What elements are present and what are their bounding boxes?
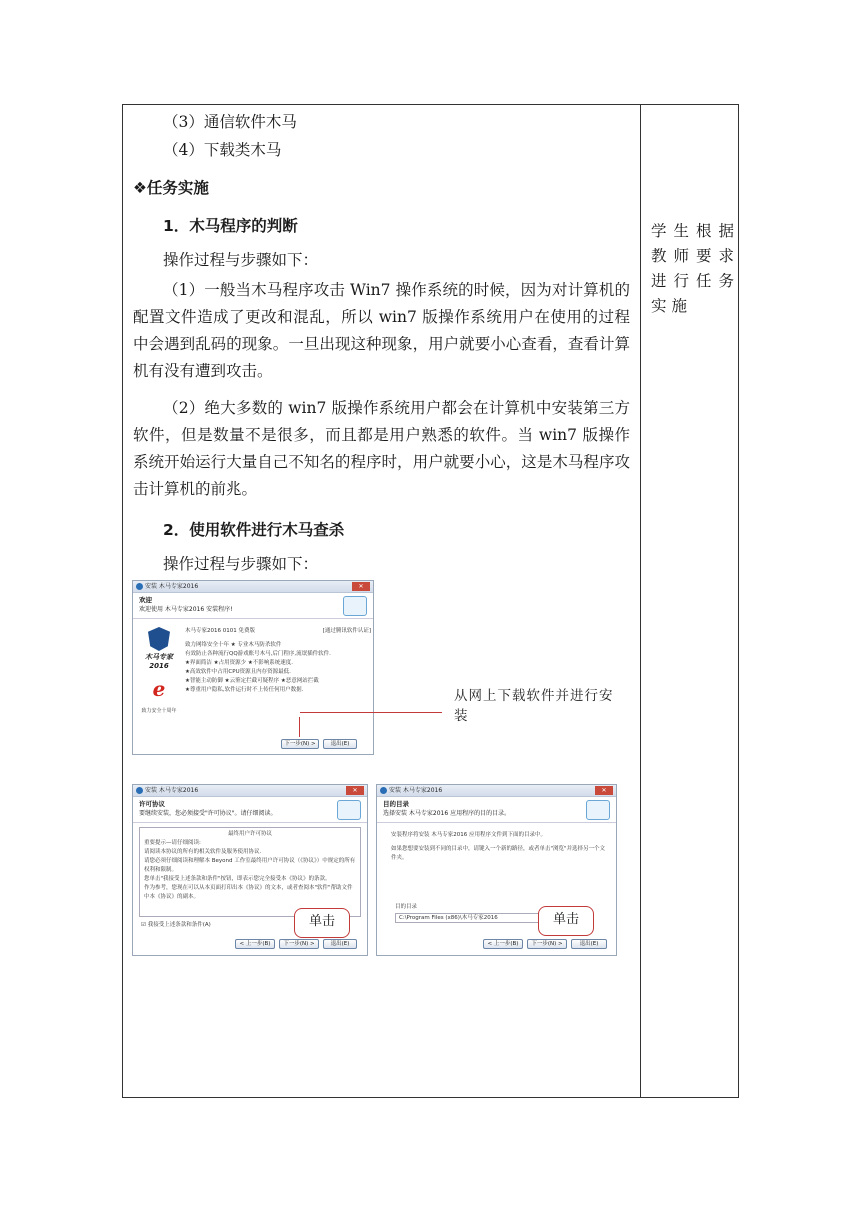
- step1-intro: 操作过程与步骤如下：: [163, 251, 319, 269]
- window-titlebar: [133, 785, 367, 797]
- accept-checkbox-label: 我接受上述条款和条件(A): [147, 922, 211, 928]
- dest-dir-label: 目的目录: [395, 904, 418, 910]
- version-line: 木马专家2016 0101 免费版: [185, 628, 255, 634]
- dest-info-line: 如果您想要安装到不同的目录中，请键入一个新的路径，或者单击"浏览"并选择另一个文件夹。: [391, 846, 606, 861]
- license-line: 作为参考，您现在可以从本页面打印出本《协议》的文本，或者查阅本"软件"帮助文件中本《协议》的副本。: [144, 885, 353, 900]
- welcome-body: [185, 627, 371, 695]
- list-item-3: （3）通信软件木马: [163, 113, 297, 131]
- step1-para2: （2）绝大多数的 win7 版操作系统用户都会在计算机中安装第三方软件，但是数量不是很多，而且都是用户熟悉的软件。当 win7 版操作系统开始运行大量自己不知名的程序时，用户就要小心，这是木马程序攻击计算机的前兆。: [133, 399, 630, 498]
- annotation-line: [300, 712, 442, 713]
- accept-checkbox[interactable]: ☑ 我接受上述条款和条件(A): [141, 922, 211, 928]
- dest-info-line: 安装程序将安装 木马专家2016 应用程序文件到下面的目录中。: [391, 832, 546, 838]
- exit-button[interactable]: 退出(E): [323, 939, 357, 949]
- step2-intro: 操作过程与步骤如下：: [163, 555, 319, 573]
- back-button[interactable]: < 上一步(B): [235, 939, 275, 949]
- header-title: 目的目录: [383, 800, 409, 808]
- step1-title: 1．木马程序的判断: [163, 217, 298, 235]
- feature-line: ★智能主动防御 ★云鉴定拦截可疑程序 ★恶意网站拦截: [185, 678, 319, 684]
- feature-line: ★尊重用户隐私,软件运行时不上传任何用户数据.: [185, 687, 304, 693]
- version-row: [185, 627, 371, 636]
- section-heading: ❖任务实施: [133, 179, 209, 197]
- step2-title: 2．使用软件进行木马查杀: [163, 521, 345, 539]
- app-icon: [380, 787, 387, 794]
- click-callout: 单击: [294, 908, 350, 938]
- ie-logo-icon: ℯ: [152, 677, 166, 701]
- header-title: 许可协议: [139, 800, 165, 808]
- feature-line: 有效防止各种流行QQ游戏账号木马,后门程序,流氓插件软件.: [185, 651, 331, 657]
- intel-badge-icon: [343, 596, 367, 616]
- next-button[interactable]: 下一步(N) >: [281, 739, 319, 749]
- wizard-header: [133, 797, 367, 823]
- window-title: 安装 木马专家2016: [145, 787, 199, 794]
- feature-line: 致力网络安全十年 ★ 专业木马防杀软件: [185, 642, 282, 648]
- header-subtitle: 欢迎使用 木马专家2016 安装程序!: [139, 606, 233, 613]
- exit-button[interactable]: 退出(E): [323, 739, 357, 749]
- click-callout: 单击: [538, 906, 594, 936]
- app-icon: [136, 787, 143, 794]
- logo-panel: [139, 625, 179, 735]
- logo-text: 木马专家 2016: [145, 653, 173, 670]
- license-line: 请您必须仔细阅读和理解本 Beyond 工作室最终用户许可协议（《协议》）中规定的所有权利和限制。: [144, 858, 356, 873]
- installer-welcome-screenshot: [132, 580, 374, 755]
- header-subtitle: 选择安装 木马专家2016 应用程序的目的目录。: [383, 810, 511, 817]
- close-icon: ✕: [595, 786, 613, 795]
- feature-line: ★界面简洁 ★占用资源少 ★不影响系统速度.: [185, 660, 294, 666]
- app-logo-icon: [337, 800, 361, 820]
- arrow-line: [299, 717, 300, 737]
- window-titlebar: [377, 785, 616, 797]
- window-titlebar: [133, 581, 373, 593]
- wizard-header: [133, 593, 373, 619]
- download-annotation: 从网上下载软件并进行安装: [454, 688, 614, 724]
- shield-icon: [148, 627, 170, 651]
- side-note: 学生根据教师要求进行任务实施: [651, 222, 739, 315]
- dest-path-field[interactable]: C:\Program Files (x86)\木马专家2016: [395, 913, 545, 923]
- exit-button[interactable]: 退出(E): [571, 939, 607, 949]
- list-item-4: （4）下载类木马: [163, 141, 282, 159]
- step1-para1: （1）一般当木马程序攻击 Win7 操作系统的时候，因为对计算机的配置文件造成了更改和混乱，所以 win7 版操作系统用户在使用的过程中会遇到乱码的现象。一旦出现这种现象，用户就要小心查看，查看计算机有没有遭到攻击。: [133, 281, 630, 380]
- back-button[interactable]: < 上一步(B): [483, 939, 523, 949]
- side-column: [641, 105, 738, 1097]
- window-title: 安装 木马专家2016: [389, 787, 443, 794]
- close-icon: ✕: [352, 582, 370, 591]
- feature-line: ★高效软件中占用CPU资源且内存资源最低.: [185, 669, 291, 675]
- footer-slogan: 致力安全十周年: [141, 708, 177, 714]
- license-line: 您单击"我接受上述条款和条件"按钮，即表示您完全接受本《协议》的条款。: [144, 876, 331, 882]
- license-heading: 最终用户许可协议: [227, 831, 272, 837]
- next-button[interactable]: 下一步(N) >: [527, 939, 567, 949]
- license-line: 重要提示—请仔细阅读:: [144, 840, 201, 846]
- header-subtitle: 要继续安装，您必须接受"许可协议"。请仔细阅读。: [139, 810, 277, 817]
- wizard-header: [377, 797, 616, 823]
- app-logo-icon: [586, 800, 610, 820]
- close-icon: ✕: [346, 786, 364, 795]
- cert-label: [通过腾讯软件认证]: [322, 628, 371, 634]
- window-title: 安装 木马专家2016: [145, 583, 199, 590]
- header-title: 欢迎: [139, 596, 152, 604]
- next-button[interactable]: 下一步(N) >: [279, 939, 319, 949]
- license-line: 请阅读本协议的所有的相关软件及服务使用协议.: [144, 849, 262, 855]
- license-text-box[interactable]: [139, 827, 361, 917]
- app-icon: [136, 583, 143, 590]
